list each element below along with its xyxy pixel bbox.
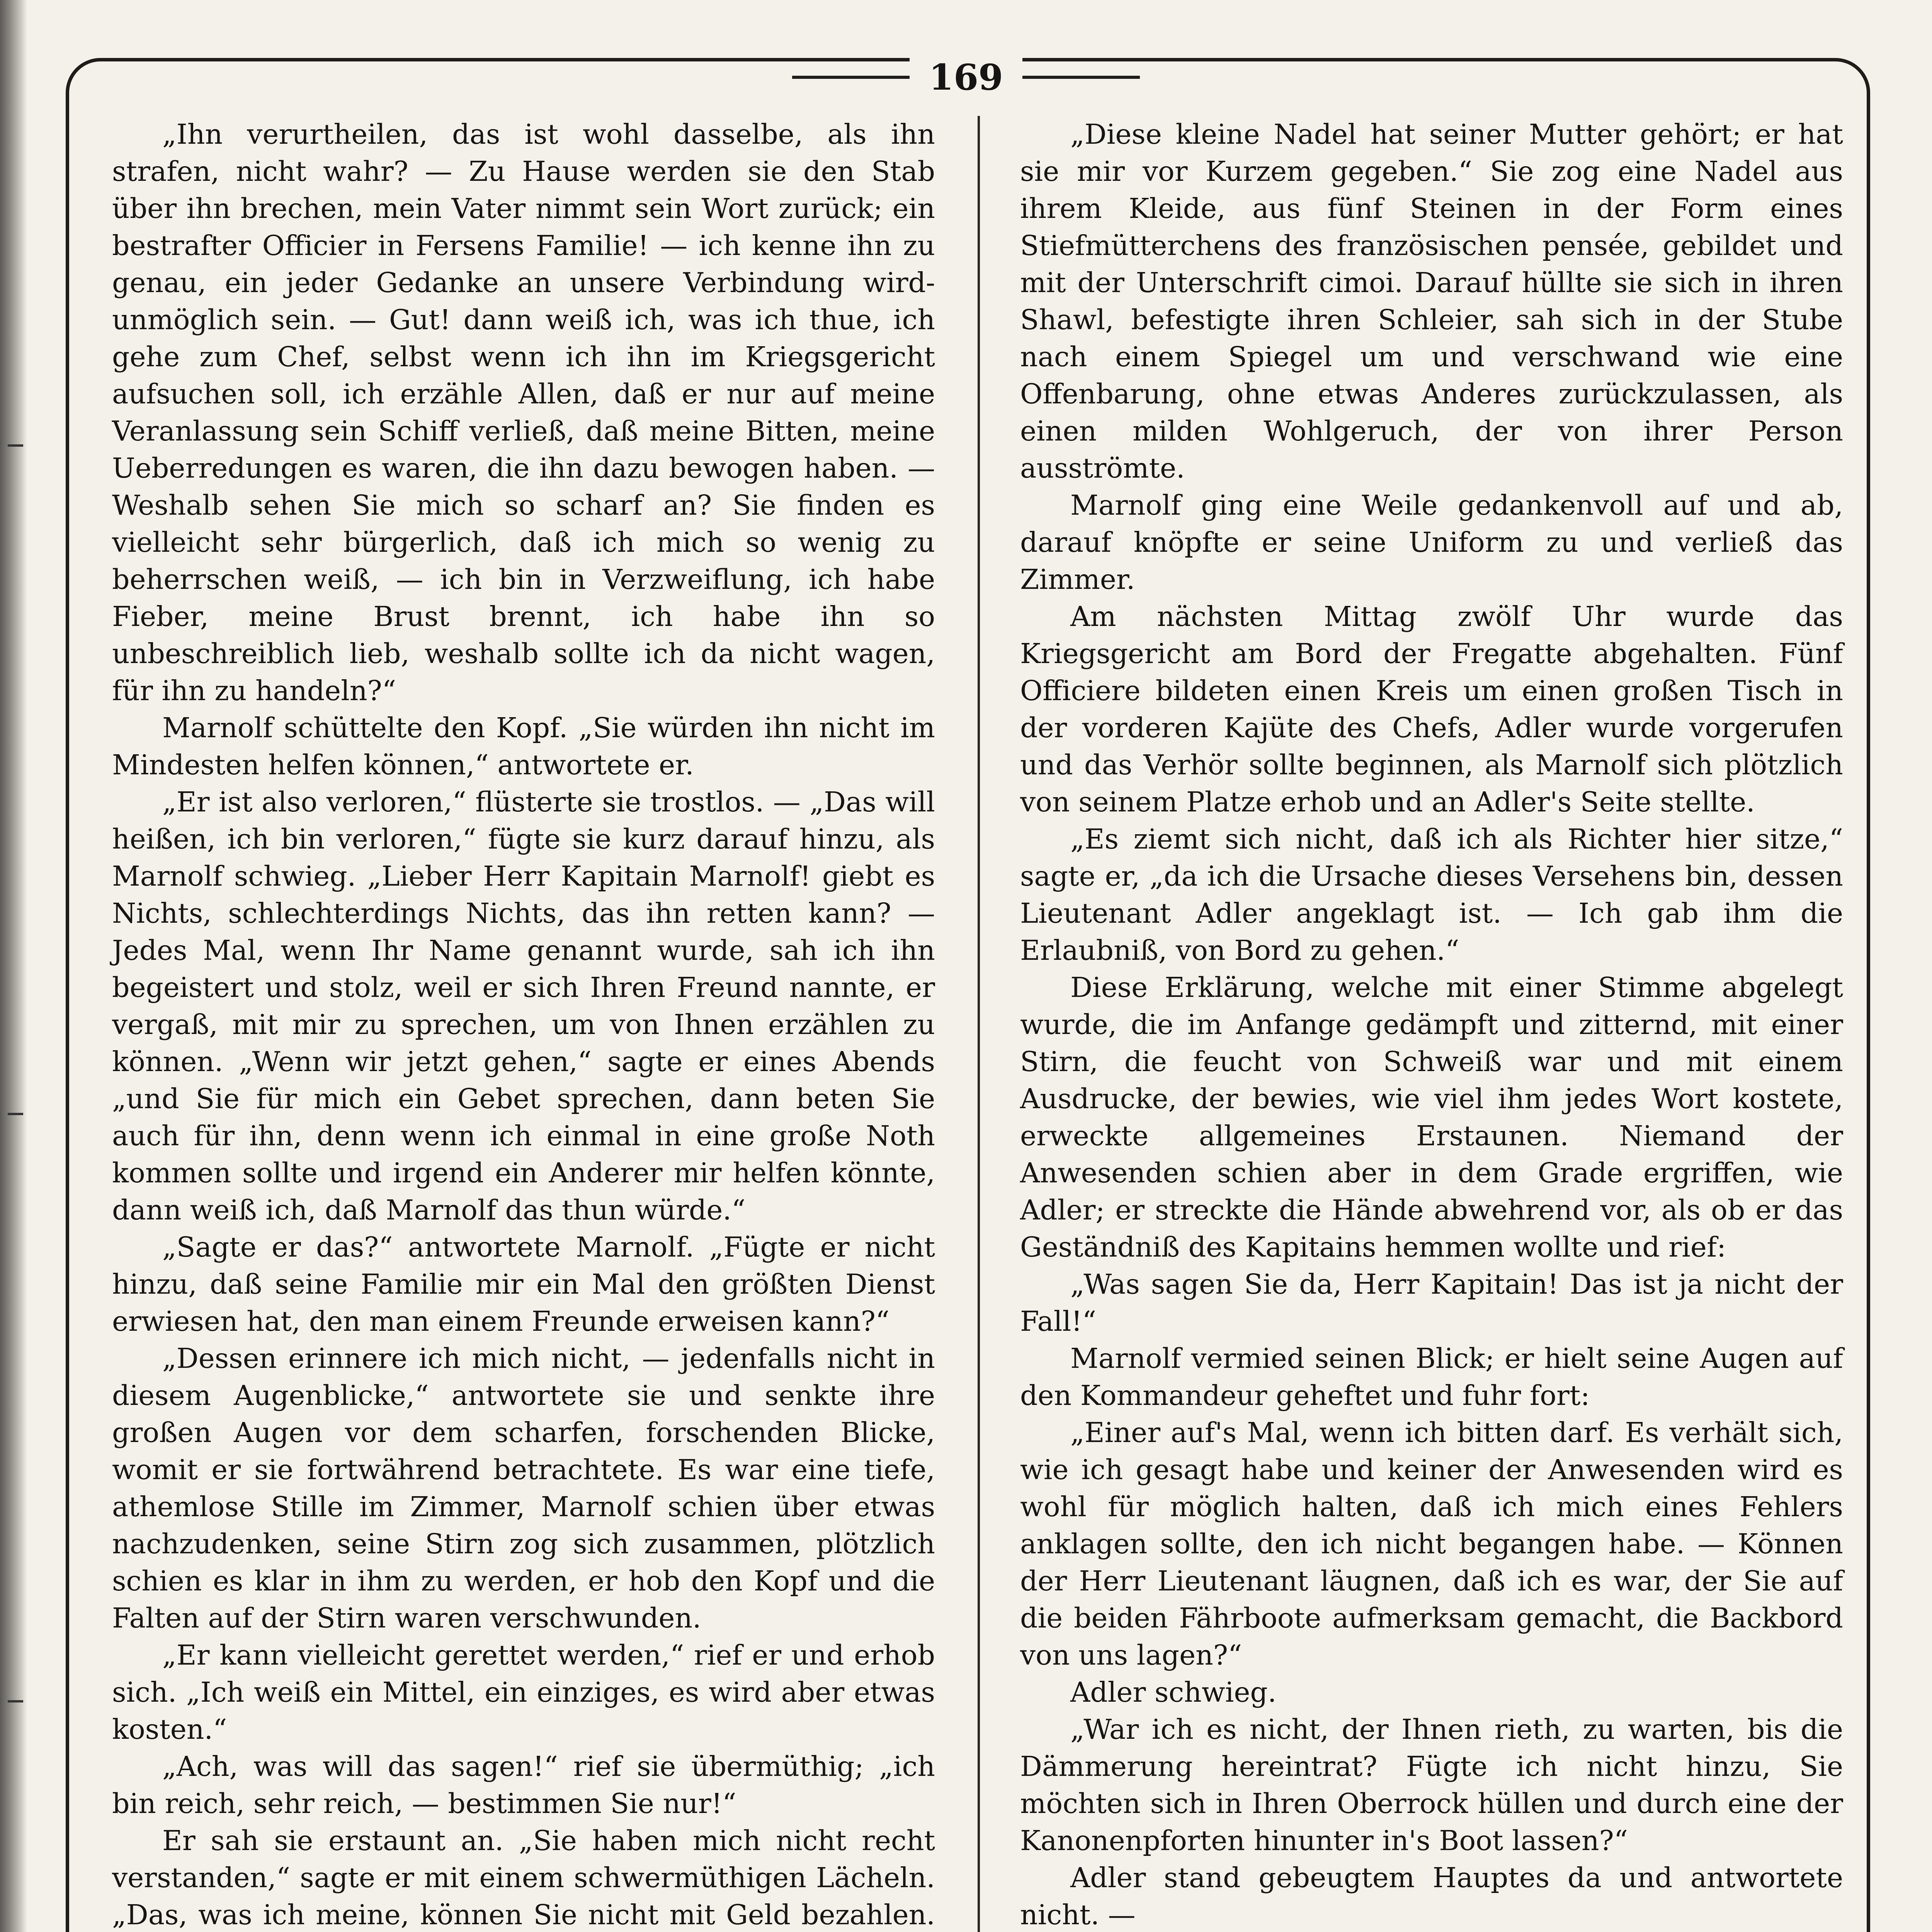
paragraph: „Diese kleine Nadel hat seiner Mutter gehört; er hat sie mir vor Kurzem gegeben.“ Sie zog eine Nadel aus ihrem Kleide, aus fünf Steinen in der Form eines Stiefmütterchens des französischen pensée, gebildet und mit der Unterschrift cimoi. Darauf hüllte sie sich in ihren Shawl, befestigte ihren Schleier, sah sich in der Stube nach einem Spiegel um und verschwand wie eine Offenbarung, ohne etwas Anderes zurückzulassen, als einen milden Wohlgeruch, der von ihrer Person ausströmte. — [1020, 118, 1843, 484]
paragraph: „Sagte er das?“ antwortete Marnolf. „Fügte er nicht hinzu, daß seine Familie mir ein Mal den größten Dienst erwiesen hat, den man einem Freunde erweisen kann?“ — [112, 1231, 935, 1337]
paragraph: „War ich es nicht, der Ihnen rieth, zu warten, bis die Dämmerung hereintrat? Fügte ich nicht hinzu, Sie möchten sich in Ihren Oberrock hüllen und durch eine der Kanonenpforten hinunter in's Boot lassen?“ — [1020, 1713, 1843, 1857]
paragraph: „Dessen erinnere ich mich nicht, — jedenfalls nicht in diesem Augenblicke,“ antwortete sie und senkte ihre großen Augen vor dem scharfen, forschenden Blicke, womit er sie fortwährend betrachtete. Es war eine tiefe, athemlose Stille im Zimmer, Marnolf schien über etwas nachzudenken, seine Stirn zog sich zusammen, plötzlich schien es klar in ihm zu werden, er hob den Kopf und die Falten auf der Stirn waren verschwunden. — [112, 1342, 935, 1634]
paragraph: „Einer auf's Mal, wenn ich bitten darf. Es verhält sich, wie ich gesagt habe und keiner der Anwesenden wird es wohl für möglich halten, daß ich mich eines Fehlers anklagen sollte, den ich nicht begangen habe. — Können der Herr Lieutenant läugnen, daß ich es war, der Sie auf die beiden Fährboote aufmerksam gemacht, die Backbord von uns lagen?“ — [1020, 1417, 1843, 1671]
header-rule-left — [792, 76, 910, 79]
paragraph: „Es ziemt sich nicht, daß ich als Richter hier sitze,“ sagte er, „da ich die Ursache dieses Versehens bin, dessen Lieutenant Adler angeklagt ist. — Ich gab ihm die Erlaubniß, von Bord zu gehen.“ — [1020, 823, 1843, 966]
paragraph: Er sah sie erstaunt an. „Sie haben mich nicht recht verstanden,“ sagte er mit einem schwermüthigen Lächeln. „Das, was ich meine, können Sie nicht mit Geld bezahlen. — [112, 1825, 935, 1931]
page-header — [792, 50, 1140, 104]
left-column — [112, 116, 935, 1932]
page-number: 169 — [910, 56, 1022, 98]
paragraph: „Was sagen Sie da, Herr Kapitain! Das ist ja nicht der Fall!“ — [1020, 1268, 1843, 1337]
right-column — [1020, 116, 1843, 1932]
paragraph: Diese Erklärung, welche mit einer Stimme abgelegt wurde, die im Anfange gedämpft und zitternd, mit einer Stirn, die feucht von Schweiß war und mit einem Ausdrucke, der bewies, wie viel ihm jedes Wort kostete, erweckte allgemeines Erstaunen. Niemand der Anwesenden schien aber in dem Grade ergriffen, wie Adler; er streckte die Hände abwehrend vor, als ob er das Geständniß des Kapitains hemmen wollte und rief: — [1020, 971, 1843, 1263]
scan-mark — [8, 1700, 23, 1702]
paragraph: Adler stand gebeugtem Hauptes da und antwortete nicht. — — [1020, 1862, 1843, 1931]
paragraph: Am nächsten Mittag zwölf Uhr wurde das Kriegsgericht am Bord der Fregatte abgehalten. Fünf Officiere bildeten einen Kreis um einen großen Tisch in der vorderen Kajüte des Chefs, Adler wurde vorgerufen und das Verhör sollte beginnen, als Marnolf sich plötzlich von seinem Platze erhob und an Adler's Seite stellte. — [1020, 600, 1843, 818]
scan-edge-shadow — [0, 0, 27, 1932]
scan-mark — [8, 1113, 23, 1115]
paragraph: Adler schwieg. — [1070, 1676, 1277, 1708]
paragraph: „Er ist also verloren,“ flüsterte sie trostlos. — „Das will heißen, ich bin verloren,“ fügte sie kurz darauf hinzu, als Marnolf schwieg. „Lieber Herr Kapitain Marnolf! giebt es Nichts, schlechterdings Nichts, das ihn retten kann? — Jedes Mal, wenn Ihr Name genannt wurde, sah ich ihn begeistert und stolz, weil er sich Ihren Freund nannte, er vergaß, mit mir zu sprechen, um von Ihnen erzählen zu können. „Wenn wir jetzt gehen,“ sagte er eines Abends „und Sie für mich ein Gebet sprechen, dann beten Sie auch für ihn, denn wenn ich einmal in eine große Noth kommen sollte und irgend ein Anderer mir helfen könnte, dann weiß ich, daß Marnolf das thun würde.“ — [112, 786, 935, 1226]
paragraph: Marnolf schüttelte den Kopf. „Sie würden ihn nicht im Mindesten helfen können,“ antwortete er. — [112, 712, 935, 781]
header-rule-right — [1022, 76, 1140, 79]
paragraph: „Ach, was will das sagen!“ rief sie übermüthig; „ich bin reich, sehr reich, — bestimmen Sie nur!“ — [112, 1750, 935, 1820]
paragraph: Marnolf ging eine Weile gedankenvoll auf und ab, darauf knöpfte er seine Uniform zu und verließ das Zimmer. — [1020, 489, 1843, 595]
scan-mark — [8, 444, 23, 447]
paragraph: Marnolf vermied seinen Blick; er hielt seine Augen auf den Kommandeur geheftet und fuhr fort: — [1020, 1342, 1843, 1412]
column-divider — [978, 116, 980, 1932]
paragraph: „Er kann vielleicht gerettet werden,“ rief er und erhob sich. „Ich weiß ein Mittel, ein einziges, es wird aber etwas kosten.“ — [112, 1639, 935, 1745]
paragraph: „Ihn verurtheilen, das ist wohl dasselbe, als ihn strafen, nicht wahr? — Zu Hause werden sie den Stab über ihn brechen, mein Vater nimmt sein Wort zurück; ein bestrafter Officier in Fersens Familie! — ich kenne ihn zu genau, ein jeder Gedanke an unsere Verbindung wird-unmöglich sein. — Gut! dann weiß ich, was ich thue, ich gehe zum Chef, selbst wenn ich ihn im Kriegsgericht aufsuchen soll, ich erzähle Allen, daß er nur auf meine Veranlassung sein Schiff verließ, daß meine Bitten, meine Ueberredungen es waren, die ihn dazu bewogen haben. — Weshalb sehen Sie mich so scharf an? Sie finden es vielleicht sehr bürgerlich, daß ich mich so wenig zu beherrschen weiß, — ich bin in Verzweiflung, ich habe Fieber, meine Brust brennt, ich habe ihn so unbeschreiblich lieb, weshalb sollte ich da nicht wagen, für ihn zu handeln?“ — [112, 118, 935, 707]
